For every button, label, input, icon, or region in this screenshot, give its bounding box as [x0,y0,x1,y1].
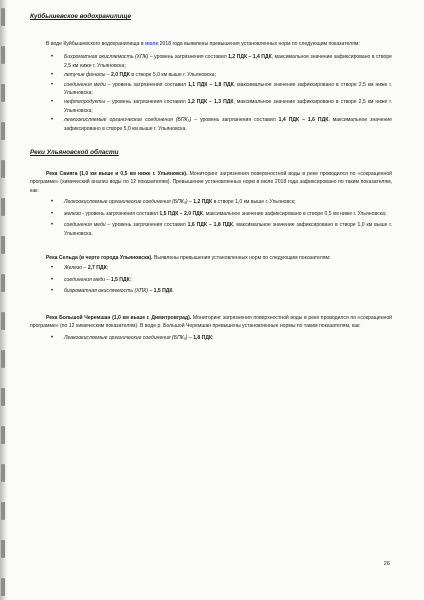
list-item: • соединения меди – уровень загрязнения составил 1,6 ПДК – 1,8 ПДК, максимальное значение зафиксировано в створе 1,0 км выше г. Ульяновска. [30,221,392,238]
list-item: • железо - уровень загрязнения составил 1,5 ПДК – 2,0 ПДК, максимальное значение зафиксировано в створе 0,5 км ниже г. Ульяновска; [30,210,392,218]
list-item: • соединения меди – 1,5 ПДК; [30,276,392,284]
list-item: • Железо – 2,7 ПДК; [30,264,392,272]
highlight-month: июле [144,41,159,47]
section-title-rivers: Реки Ульяновской области [30,149,119,157]
cheremshan-paragraph: Река Большой Черемшан (1,0 км выше г. Димитровград). Мониторинг загрязнения поверхностной воды в реке проводился по «сокращенной программе» (по 12 химическим показателям). В воде р. Большой Черемшан превышены установленные нормы по таким показателям, как: [30,314,392,329]
list-item: • бихроматная окисляемость (ХПК) – 1,5 ПДК. [30,287,392,295]
list-item: • Леакоокисляемые органические соединения (БПК₅) – 1,8 ПДК; [30,334,392,342]
sviyaga-paragraph: Река Свияга (1,0 км выше и 0,5 км ниже г. Ульяновск). Мониторинг загрязнения поверхностной воды в реке проводился по «сокращенной программе» (химический анализ воды по 12 показателям). Превышение установленных норм в июле 2018 года зафиксировано по таким показателям, как: [30,171,392,194]
selda-list [30,264,392,295]
list-item: • Бихроматная окисляемость (ХПК) – уровень загрязнения составил 1,2 ПДК – 1,4 ПДК, максимальное значение зафиксировано в створе 2,5 км ниже г. Ульяновска; [30,53,392,70]
page-number: 26 [383,561,390,567]
kuibyshev-list [30,53,392,133]
sviyaga-list [30,198,392,238]
document-page [30,12,392,346]
section-title-kuibyshev: Куйбышевское водохранилище [30,13,132,20]
list-item: • летучие фенолы – 2,0 ПДК в створе 5,0 км выше г. Ульяновска; [30,71,392,79]
list-item: • соединения меди – уровень загрязнения составил 1,1 ПДК – 1,8 ПДК, максимальное значение зафиксировано в створе 2,5 км ниже г. Ульяновска; [30,81,392,98]
list-item: • нефтепродукты – уровень загрязнения составил 1,2 ПДК – 1,3 ПДК, максимальное значение зафиксировано в створе 2,5 км ниже г. Ульяновска; [30,98,392,115]
selda-paragraph: Река Сельда (в черте города Ульяновска). Выявлены превышения установленных норм по следующим показателям: [46,254,331,261]
list-item: • Леокоокисляемые органические соединения (БПК₅) – 1,2 ПДК в створе 1,0 км выше г. Ульяновск; [30,198,392,206]
cheremshan-list [30,334,392,342]
kuibyshev-intro: В воде Куйбышевского водохранилища в июле 2018 года выявлены превышения установленных норм по следующим показателям: [46,41,360,47]
list-item: • легкоокисляемые органические соединения (БПК₅) – уровень загрязнения составил 1,4 ПДК – 1,6 ПДК, максимальное значение зафиксировано в створе 5,0 км выше г. Ульяновска. [30,116,392,133]
binder-edge [0,0,8,600]
